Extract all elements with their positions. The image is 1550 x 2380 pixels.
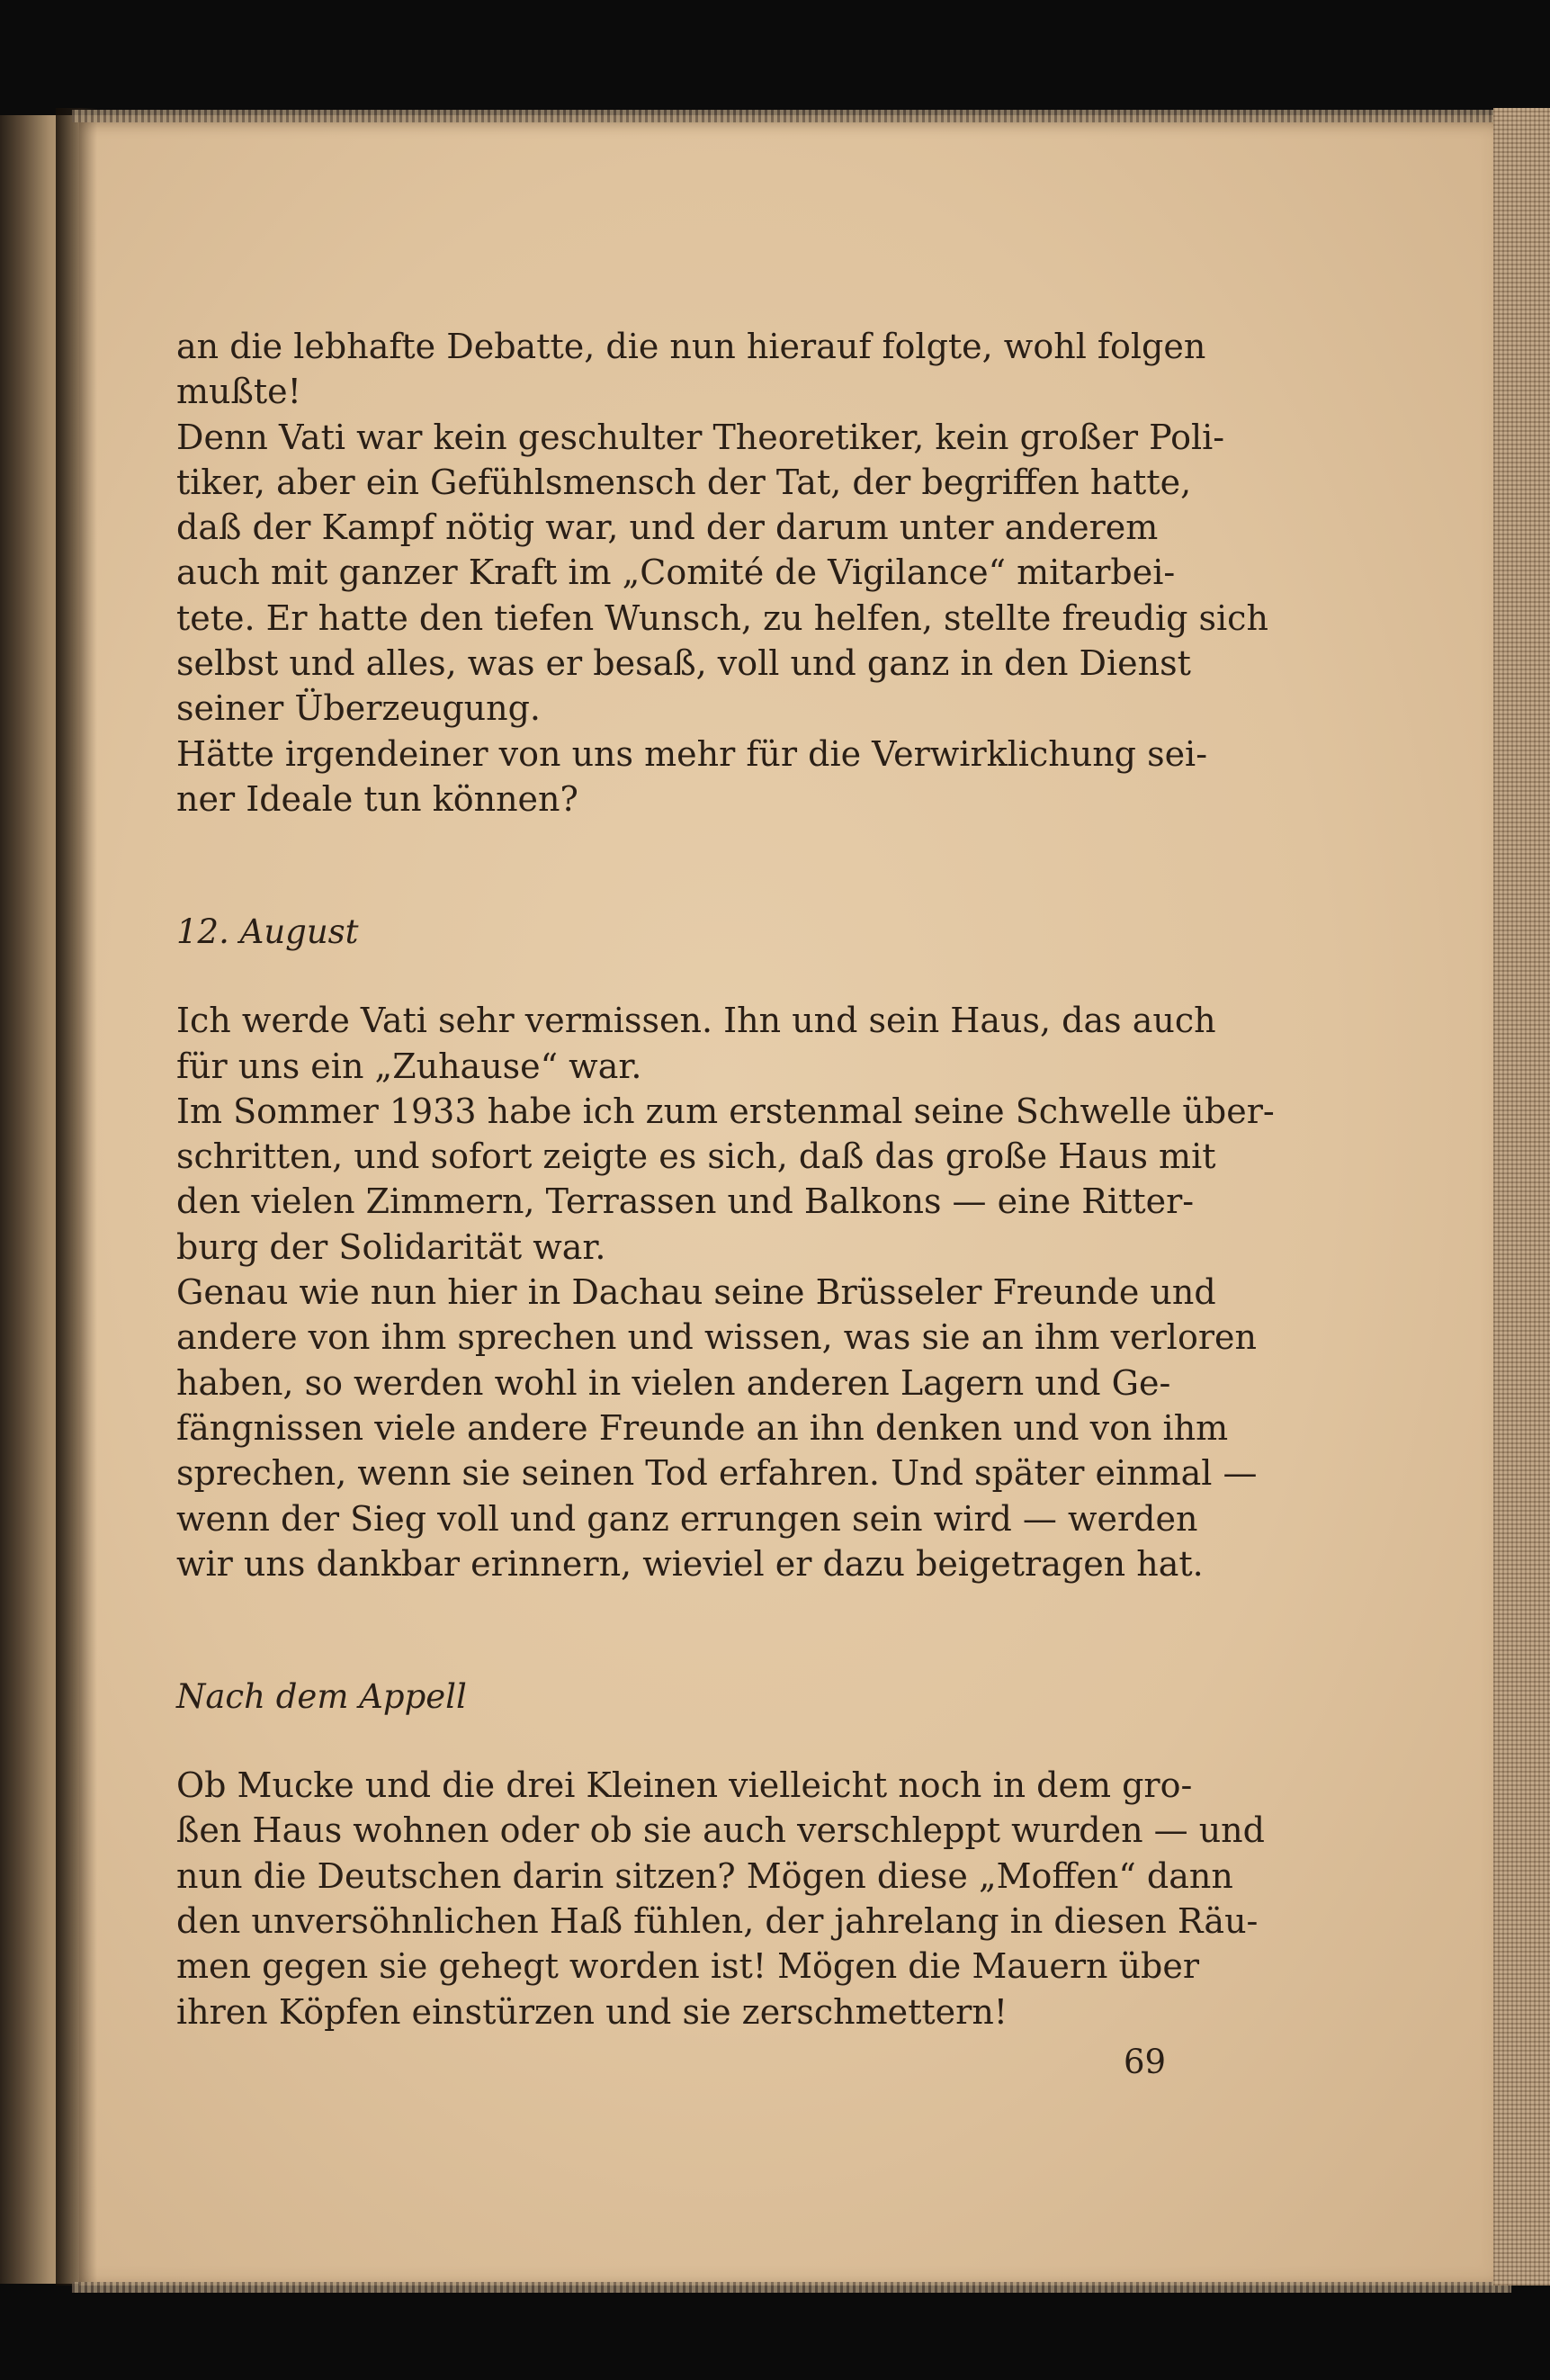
paragraph xyxy=(176,1763,1265,2034)
text-line: ner Ideale tun können? xyxy=(176,778,578,819)
text-line: daß der Kampf nötig war, und der darum unter anderem xyxy=(176,507,1159,548)
text-line: den unversöhnlichen Haß fühlen, der jahrelang in diesen Räu- xyxy=(176,1901,1259,1942)
page-fore-edge xyxy=(1493,108,1550,2286)
text-line: seiner Überzeugung. xyxy=(176,688,542,729)
text-line: tete. Er hatte den tiefen Wunsch, zu helfen, stellte freudig sich xyxy=(176,597,1268,638)
text-line: ßen Haus wohnen oder ob sie auch verschleppt wurden — und xyxy=(176,1810,1265,1851)
text-line: auch mit ganzer Kraft im „Comité de Vigilance“ mitarbei- xyxy=(176,552,1176,593)
text-line: Denn Vati war kein geschulter Theoretiker, kein großer Poli- xyxy=(176,417,1225,457)
section-heading-appell: Nach dem Appell xyxy=(176,1677,467,1717)
text-line: Genau wie nun hier in Dachau seine Brüsseler Freunde und xyxy=(176,1272,1216,1313)
text-line: wir uns dankbar erinnern, wieviel er dazu beigetragen hat. xyxy=(176,1543,1204,1584)
text-line: tiker, aber ein Gefühlsmensch der Tat, der begriffen hatte, xyxy=(176,462,1192,502)
text-line: mußte! xyxy=(176,372,301,412)
text-line: Ob Mucke und die drei Kleinen vielleicht noch in dem gro- xyxy=(176,1765,1193,1806)
section-heading-august: 12. August xyxy=(176,912,359,952)
text-line: fängnissen viele andere Freunde an ihn denken und von ihm xyxy=(176,1407,1229,1448)
text-line: men gegen sie gehegt worden ist! Mögen die Mauern über xyxy=(176,1946,1200,1987)
text-line: an die lebhafte Debatte, die nun hierauf folgte, wohl folgen xyxy=(176,327,1206,366)
bottom-binding-edge xyxy=(72,2282,1511,2293)
paragraph xyxy=(176,732,1208,822)
text-line: wenn der Sieg voll und ganz errungen sein wird — werden xyxy=(176,1498,1198,1539)
paragraph xyxy=(176,998,1216,1089)
page-body-text xyxy=(176,324,1275,2034)
text-line: für uns ein „Zuhause“ war. xyxy=(176,1046,642,1086)
paragraph xyxy=(176,1089,1275,1270)
text-line: haben, so werden wohl in vielen anderen Lagern und Ge- xyxy=(176,1362,1171,1403)
paragraph xyxy=(176,415,1268,732)
text-line: andere von ihm sprechen und wissen, was sie an ihm verloren xyxy=(176,1317,1257,1358)
page-number: 69 xyxy=(1124,2043,1167,2081)
book-gutter-shadow xyxy=(56,108,97,2286)
text-line: burg der Solidarität war. xyxy=(176,1226,606,1267)
text-line: ihren Köpfen einstürzen und sie zerschmettern! xyxy=(176,1991,1008,2032)
text-line: nun die Deutschen darin sitzen? Mögen diese „Moffen“ dann xyxy=(176,1855,1233,1896)
text-line: schritten, und sofort zeigte es sich, daß das große Haus mit xyxy=(176,1136,1216,1177)
text-line: sprechen, wenn sie seinen Tod erfahren. Und später einmal — xyxy=(176,1453,1258,1494)
text-line: den vielen Zimmern, Terrassen und Balkons — eine Ritter- xyxy=(176,1181,1195,1222)
text-line: Ich werde Vati sehr vermissen. Ihn und sein Haus, das auch xyxy=(176,1001,1216,1041)
text-line: Im Sommer 1933 habe ich zum erstenmal seine Schwelle über- xyxy=(176,1091,1275,1131)
text-line: Hätte irgendeiner von uns mehr für die Verwirklichung sei- xyxy=(176,733,1208,774)
paragraph xyxy=(176,324,1206,415)
top-binding-edge xyxy=(72,110,1511,122)
paragraph xyxy=(176,1270,1258,1586)
text-line: selbst und alles, was er besaß, voll und ganz in den Dienst xyxy=(176,643,1191,684)
